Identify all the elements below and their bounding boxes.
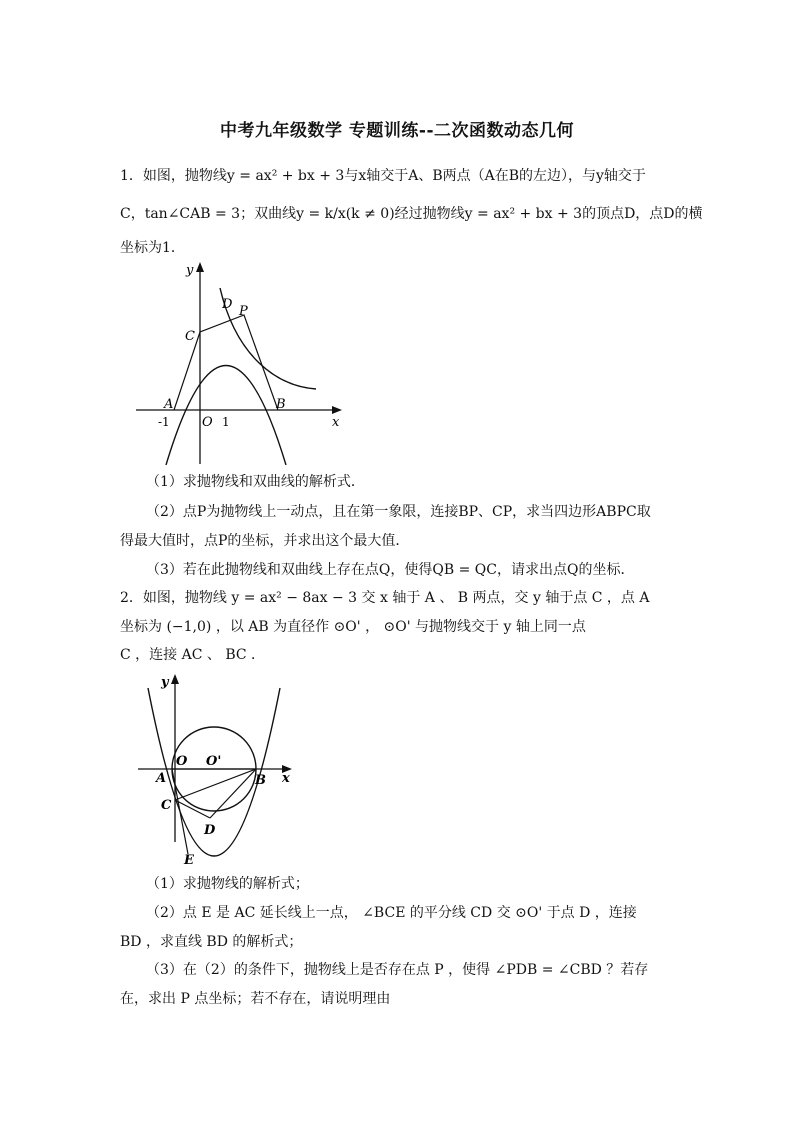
label-x: x: [332, 415, 340, 430]
hyperbola-curve: [220, 288, 316, 389]
x-axis-arrow: [332, 406, 342, 414]
q2-sub3b: 在，求出 P 点坐标；若不存在，请说明理由: [120, 991, 391, 1007]
label-x: x: [282, 771, 290, 786]
label-O: O: [202, 415, 213, 430]
segment-DB: [210, 769, 256, 818]
segment-CB: [175, 769, 256, 800]
y-axis-arrow: [171, 674, 179, 684]
q2-text-line1: 2．如图，抛物线 y = ax² − 8ax − 3 交 x 轴于 A 、 B 两点，交 y 轴于点 C ，点 A: [120, 590, 650, 606]
y-axis-arrow: [196, 262, 204, 272]
label-O: O: [176, 754, 188, 769]
q1-sub2a: （2）点P为抛物线上一动点，且在第一象限，连接BP、CP，求当四边形ABPC取: [146, 504, 651, 520]
label-E: E: [184, 853, 194, 867]
q2-text-line2: 坐标为 (−1,0) ，以 AB 为直径作 ⊙O' ， ⊙O' 与抛物线交于 y 轴上同一点: [120, 619, 586, 635]
q2-sub3a: （3）在（2）的条件下，抛物线上是否存在点 P ，使得 ∠PDB = ∠CBD ？若存: [146, 962, 649, 978]
label-P: P: [239, 304, 248, 319]
q2-sub2a: （2）点 E 是 AC 延长线上一点， ∠BCE 的平分线 CD 交 ⊙O' 于点 D ，连接: [146, 905, 637, 921]
q2-sub2b: BD ，求直线 BD 的解析式；: [120, 934, 303, 950]
q1-text-line3: 坐标为1．: [120, 240, 185, 256]
label-y: y: [161, 675, 169, 690]
label-D: D: [222, 297, 233, 312]
q1-sub3: （3）若在此抛物线和双曲线上存在点Q，使得QB = QC，请求出点Q的坐标．: [146, 562, 635, 578]
q2-figure: [134, 672, 304, 867]
label-O-prime: O': [206, 754, 222, 769]
q2-text-line3: C ，连接 AC 、 BC ．: [120, 647, 266, 663]
label-1: 1: [222, 415, 230, 429]
label-neg1: -1: [158, 415, 170, 429]
label-B: B: [255, 773, 266, 788]
label-B: B: [276, 397, 286, 412]
page-title: 中考九年级数学 专题训练--二次函数动态几何: [219, 121, 575, 141]
label-C: C: [185, 329, 195, 344]
label-A: A: [156, 771, 167, 786]
label-A: A: [164, 397, 174, 412]
q1-text-line2: C，tan∠CAB = 3；双曲线y = k/x(k ≠ 0)经过抛物线y = ax² + bx + 3的顶点D，点D的横: [120, 206, 703, 222]
q2-sub1: （1）求抛物线的解析式；: [146, 876, 309, 892]
q1-sub2b: 得最大值时，点P的坐标，并求出这个最大值．: [120, 533, 410, 549]
label-C: C: [161, 798, 172, 813]
label-D: D: [204, 823, 216, 838]
q1-sub1: （1）求抛物线和双曲线的解析式．: [146, 474, 365, 490]
label-y: y: [186, 263, 194, 278]
q1-text-line1: 1．如图，抛物线y = ax² + bx + 3与x轴交于A、B两点（A在B的左边），与y轴交于: [120, 168, 646, 184]
q1-figure: [136, 260, 356, 465]
